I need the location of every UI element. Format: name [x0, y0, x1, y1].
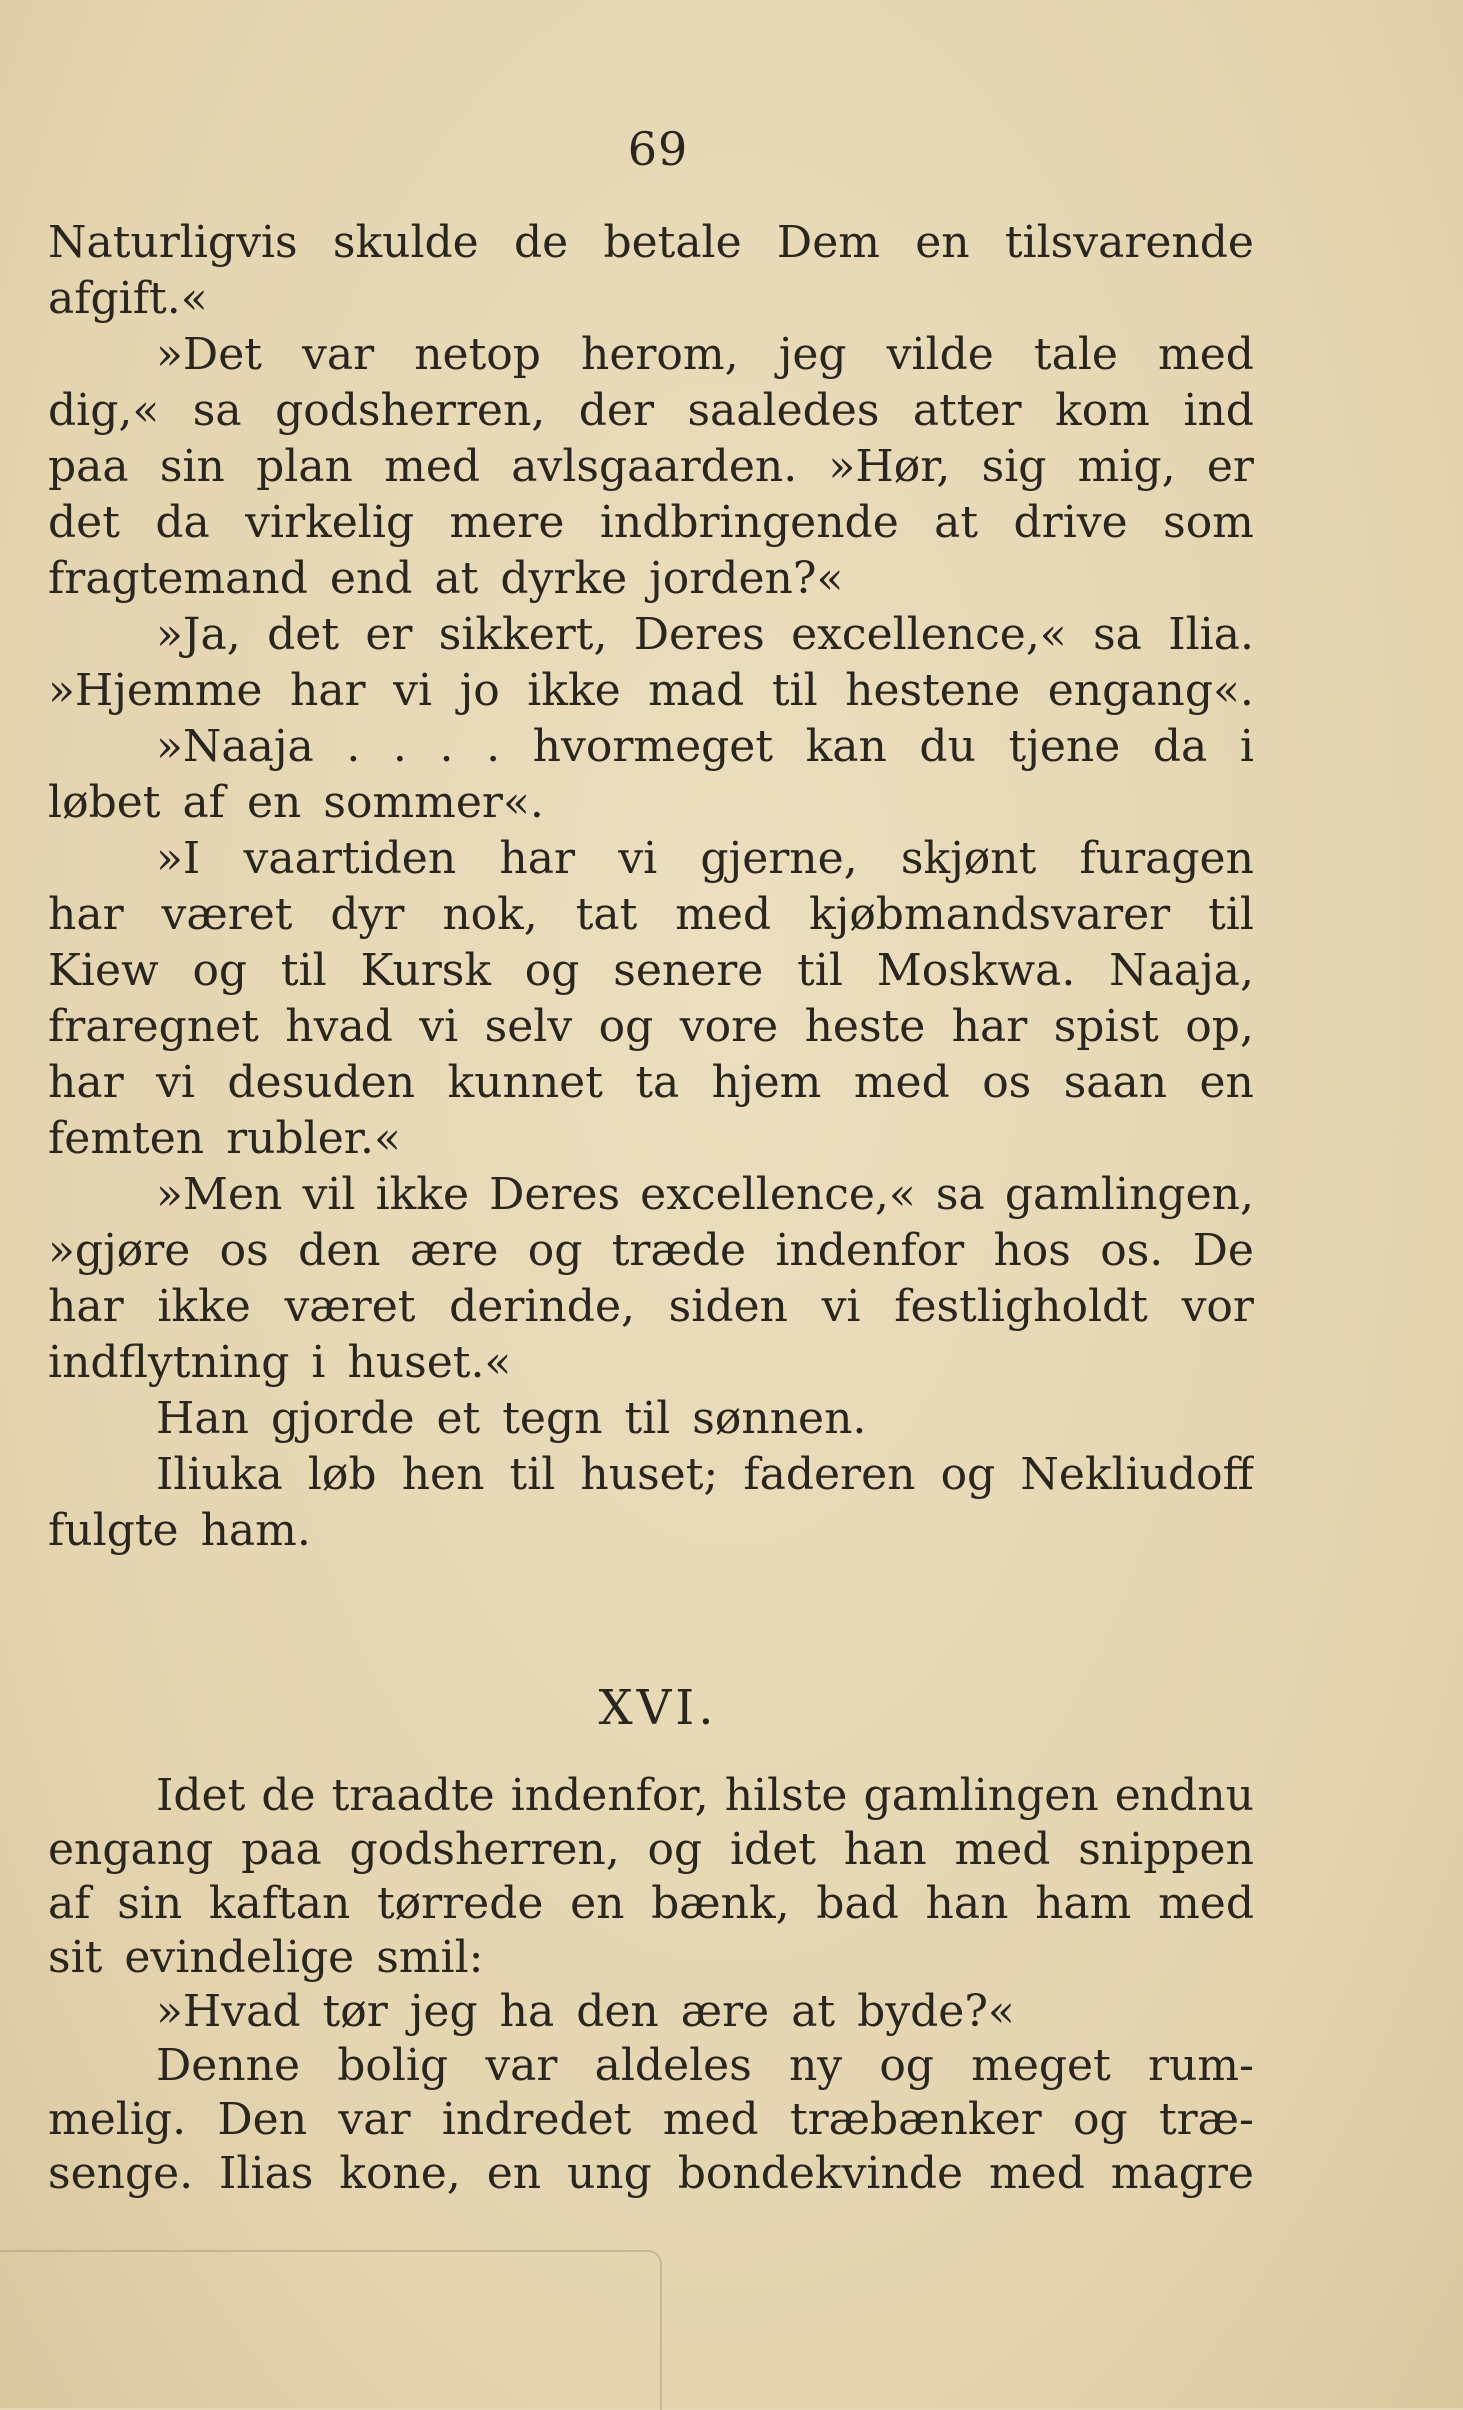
text-line: det da virkelig mere indbringende at drive som — [48, 497, 1254, 548]
text-line: »I vaartiden har vi gjerne, skjønt furagen — [156, 833, 1254, 884]
page-number: 69 — [627, 122, 689, 176]
text-line: har vi desuden kunnet ta hjem med os saan en — [48, 1057, 1254, 1108]
text-line: »Ja, det er sikkert, Deres excellence,« sa Ilia. — [156, 609, 1254, 660]
page-edge-mark — [0, 2250, 662, 2410]
text-line: Naturligvis skulde de betale Dem en tilsvarende — [48, 217, 1254, 268]
text-line: fragtemand end at dyrke jorden?« — [48, 553, 844, 604]
text-line: har ikke været derinde, siden vi festligholdt vor — [48, 1281, 1254, 1332]
text-line: »Naaja . . . . hvormeget kan du tjene da i — [156, 721, 1254, 772]
text-line: »Det var netop herom, jeg vilde tale med — [156, 329, 1254, 380]
text-line: femten rubler.« — [48, 1113, 401, 1164]
text-line: Denne bolig var aldeles ny og meget rum- — [156, 2040, 1254, 2091]
text-line: Idet de traadte indenfor, hilste gamlingen endnu — [156, 1770, 1254, 1821]
text-line: engang paa godsherren, og idet han med snippen — [48, 1824, 1254, 1875]
text-line: melig. Den var indredet med træbænker og træ- — [48, 2094, 1254, 2145]
text-line: »Hvad tør jeg ha den ære at byde?« — [156, 1986, 1015, 2037]
text-line: har været dyr nok, tat med kjøbmandsvarer til — [48, 889, 1254, 940]
text-line: indflytning i huset.« — [48, 1337, 512, 1388]
text-line: senge. Ilias kone, en ung bondekvinde med magre — [48, 2148, 1254, 2199]
text-line: dig,« sa godsherren, der saaledes atter kom ind — [48, 385, 1254, 436]
text-line: Kiew og til Kursk og senere til Moskwa. Naaja, — [48, 945, 1254, 996]
text-line: løbet af en sommer«. — [48, 777, 544, 828]
text-line: paa sin plan med avlsgaarden. »Hør, sig mig, er — [48, 441, 1254, 492]
chapter-heading: XVI. — [598, 1680, 718, 1736]
text-line: fulgte ham. — [48, 1505, 311, 1556]
text-line: fraregnet hvad vi selv og vore heste har spist op, — [48, 1001, 1254, 1052]
text-line: »Men vil ikke Deres excellence,« sa gamlingen, — [156, 1169, 1254, 1220]
text-line: Iliuka løb hen til huset; faderen og Nekliudoff — [156, 1449, 1254, 1500]
text-line: Han gjorde et tegn til sønnen. — [156, 1393, 867, 1444]
text-line: »gjøre os den ære og træde indenfor hos os. De — [48, 1225, 1254, 1276]
text-line: »Hjemme har vi jo ikke mad til hestene engang«. — [48, 665, 1254, 716]
text-line: afgift.« — [48, 273, 208, 324]
text-line: sit evindelige smil: — [48, 1932, 484, 1983]
text-line: af sin kaftan tørrede en bænk, bad han ham med — [48, 1878, 1254, 1929]
